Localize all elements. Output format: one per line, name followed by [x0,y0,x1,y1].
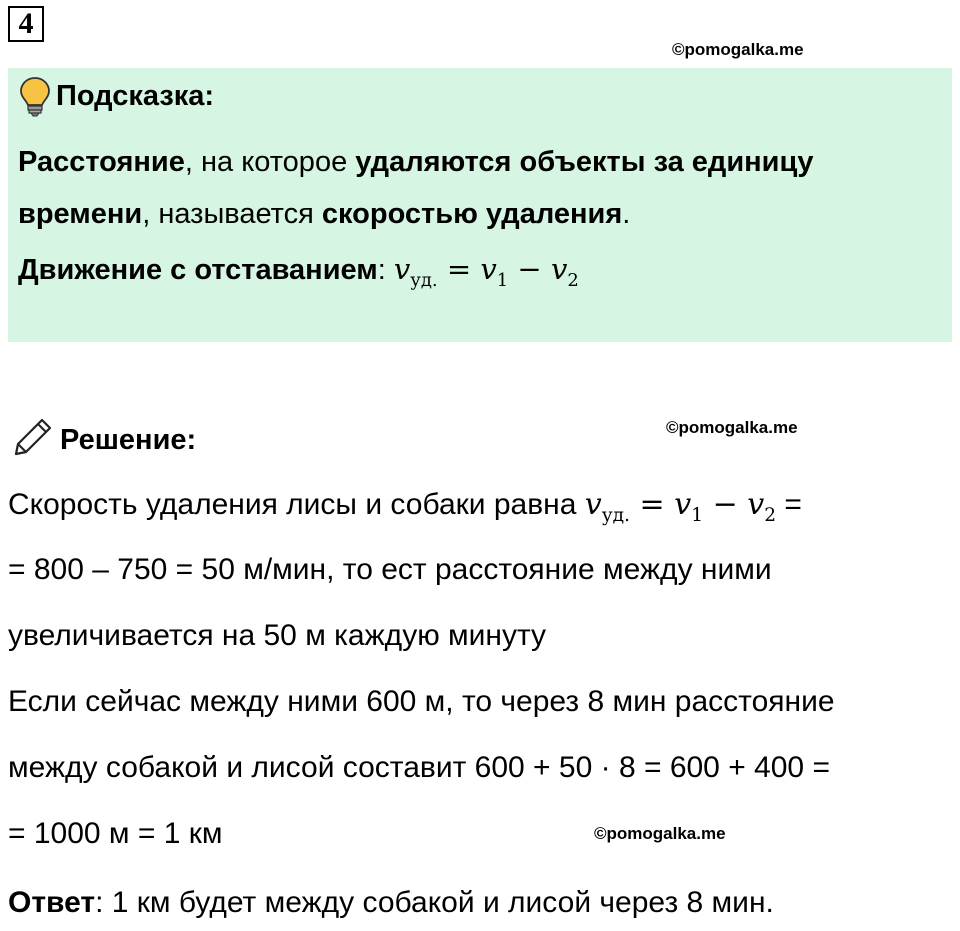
hint-text: , на которое [184,146,356,178]
answer-text: : 1 км будет между собакой и лисой через 8 мин. [95,886,774,919]
hint-text: , называется [142,198,322,230]
formula-eq: = [437,252,481,286]
formula-sub: 1 [691,505,704,526]
solution-formula [584,487,777,526]
hint-formula [393,252,579,291]
formula-v: v [747,487,765,522]
answer-label: Ответ [8,886,96,919]
formula-sub: 2 [764,505,777,526]
hint-title: Подсказка: [56,80,215,112]
hint-line-2 [18,198,630,231]
task-number: 4 [8,6,44,42]
hint-term-time: времени [18,198,143,230]
solution-text: = [776,488,802,521]
hint-term-distance: Расстояние [18,146,185,178]
hint-text: . [622,198,631,230]
solution-line-3: увеличивается на 50 м каждую минуту [8,619,547,652]
hint-term-speed: скоростью удаления [321,198,623,230]
watermark-middle: ©pomogalka.me [666,418,798,437]
formula-v: v [584,487,602,522]
solution-text: Скорость удаления лисы и собаки равна [8,488,585,521]
watermark-bottom: ©pomogalka.me [594,824,726,843]
formula-eq: = [630,487,675,522]
formula-sub: 1 [496,269,509,291]
solution-line-6: = 1000 м = 1 км [8,817,223,850]
formula-v: v [480,252,497,286]
hint-line-3 [18,252,579,291]
formula-minus: − [508,252,551,286]
formula-sub: уд. [601,505,631,526]
lightbulb-icon [18,76,52,118]
formula-sub: 2 [567,269,579,291]
solution-line-5: между собакой и лисой составит 600 + 50 · 8 = 600 + 400 = [8,751,830,784]
pencil-icon [12,416,54,458]
watermark-top: ©pomogalka.me [672,40,804,59]
formula-minus: − [703,487,748,522]
solution-line-1 [8,487,802,526]
formula-v: v [550,252,568,286]
solution-line-4: Если сейчас между ними 600 м, то через 8 мин расстояние [8,685,835,718]
solution-line-2: = 800 – 750 = 50 м/мин, то ест расстояние между ними [8,553,772,586]
formula-v: v [393,252,411,286]
formula-sub: уд. [410,269,438,291]
hint-term-objects: удаляются объекты за единицу [355,146,814,178]
hint-line-1 [18,146,813,179]
answer-line [8,886,774,920]
hint-text: : [377,254,394,286]
solution-title: Решение: [60,424,197,456]
hint-term-motion: Движение с отставанием [18,254,378,286]
formula-v: v [674,487,692,522]
